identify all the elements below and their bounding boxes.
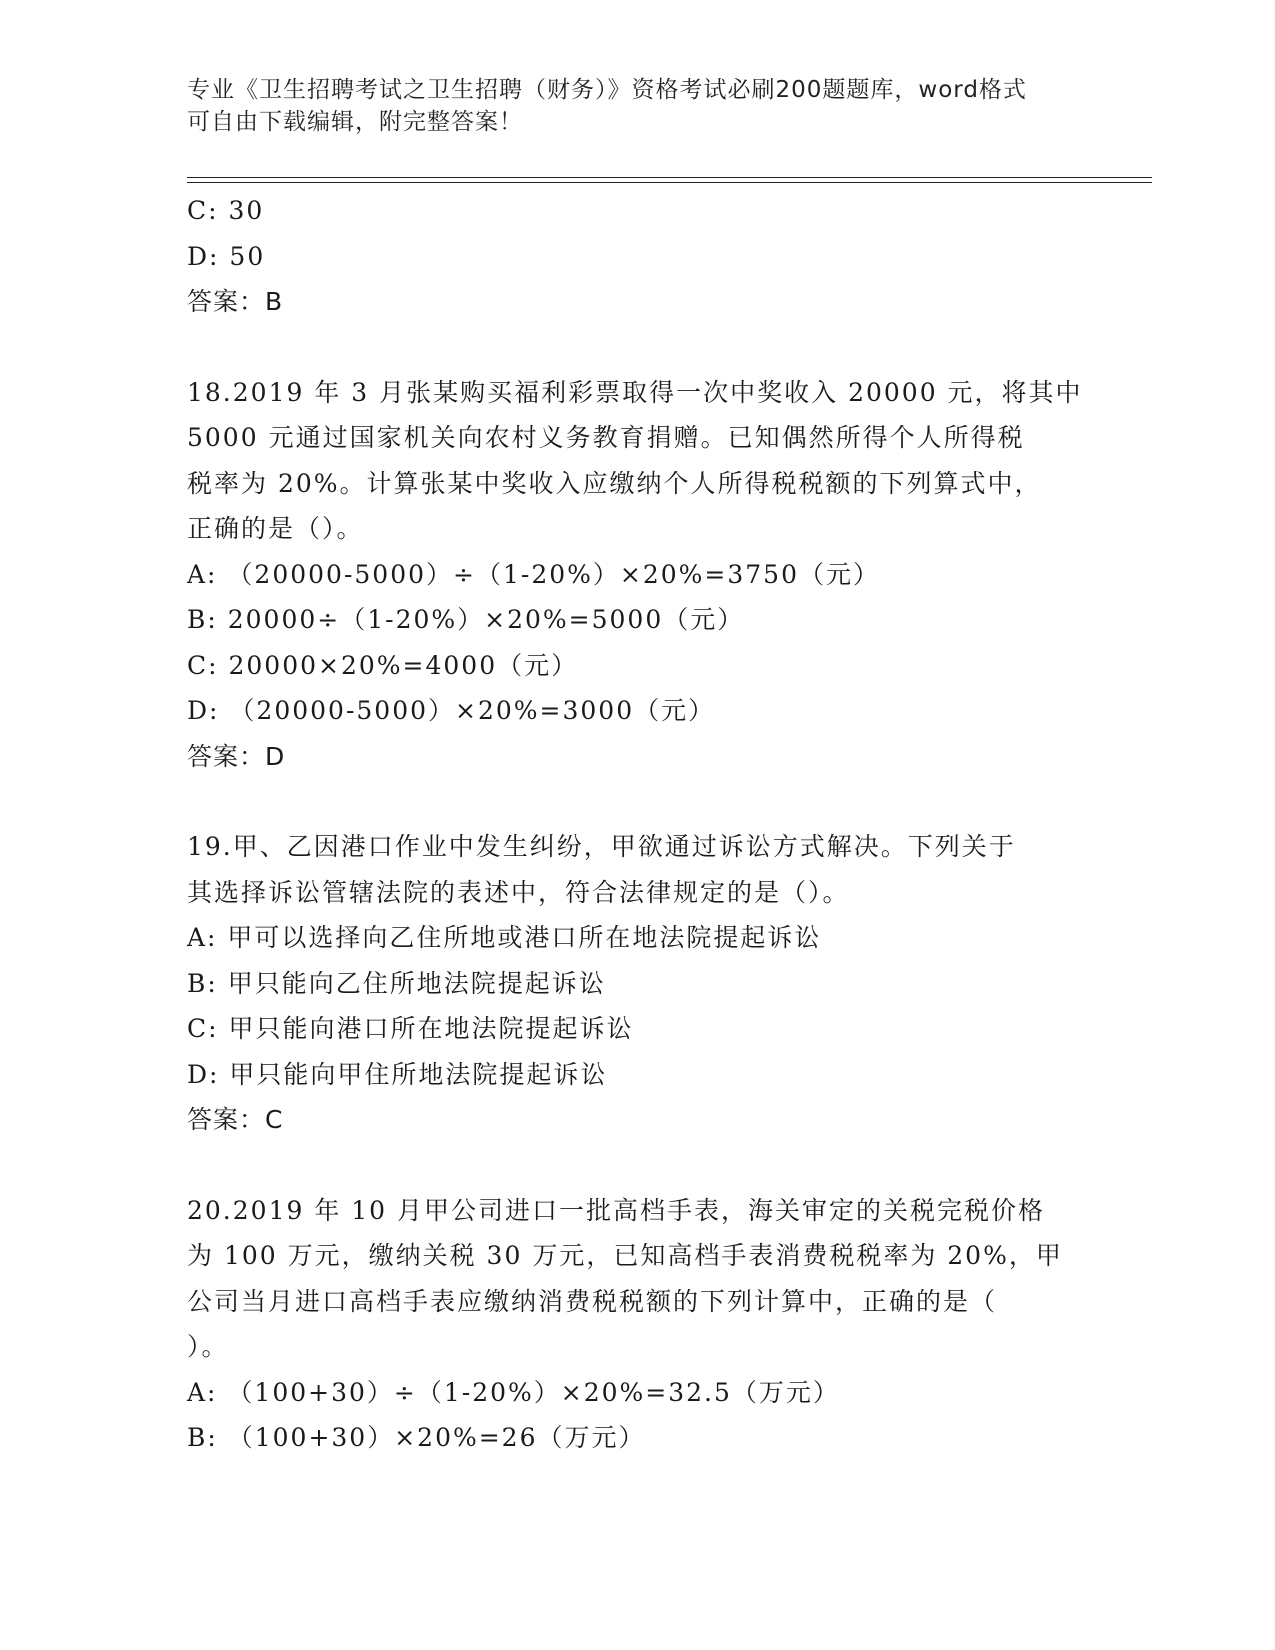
option-d: D: 甲只能向甲住所地法院提起诉讼 [187,1059,608,1089]
header-line-2: 可自由下载编辑，附完整答案！ [187,109,523,135]
question-line: 19.甲、乙因港口作业中发生纠纷，甲欲通过诉讼方式解决。下列关于 [187,832,1016,861]
prev-question [187,188,1087,325]
option-a: A: （100+30）÷（1-20%）×20%=32.5（万元） [187,1377,840,1407]
header-rule-bottom [187,182,1152,183]
option-b: B: 甲只能向乙住所地法院提起诉讼 [187,968,606,998]
question-line: 税率为 20%。计算张某中奖收入应缴纳个人所得税税额的下列算式中， [187,468,1042,498]
document-body [187,188,1087,1461]
spacer [187,325,1087,370]
header-rule-top [187,177,1152,178]
option-a: A: 甲可以选择向乙住所地或港口所在地法院提起诉讼 [187,923,822,952]
header-line-1: 专业《卫生招聘考试之卫生招聘（财务）》资格考试必刷200题题库，word格式 [187,77,1027,103]
question-line: 5000 元通过国家机关向农村义务教育捐赠。已知偶然所得个人所得税 [187,423,1025,452]
question-line: 正确的是（）。 [187,514,364,543]
question-text [187,1188,1087,1370]
question-text [187,824,1087,915]
option-c: C: 甲只能向港口所在地法院提起诉讼 [187,1014,634,1043]
option-b: B: 20000÷（1-20%）×20%=5000（元） [187,605,745,634]
answer: 答案：C [187,1105,284,1134]
option-c: C: 20000×20%=4000（元） [187,650,579,680]
question-18 [187,370,1087,780]
option-d: D: （20000-5000）×20%=3000（元） [187,696,716,725]
option-a: A: （20000-5000）÷（1-20%）×20%=3750（元） [187,559,880,589]
question-20 [187,1188,1087,1461]
question-line: ）。 [187,1332,229,1361]
question-line: 公司当月进口高档手表应缴纳消费税税额的下列计算中，正确的是（ [187,1286,998,1316]
question-line: 20.2019 年 10 月甲公司进口一批高档手表，海关审定的关税完税价格 [187,1195,1046,1225]
document-header [187,74,1067,138]
spacer [187,1143,1087,1188]
question-line: 为 100 万元，缴纳关税 30 万元，已知高档手表消费税税率为 20%，甲 [187,1241,1063,1270]
question-19 [187,824,1087,1143]
option-b: B: （100+30）×20%=26（万元） [187,1423,646,1452]
answer: 答案：B [187,287,284,316]
question-line: 18.2019 年 3 月张某购买福利彩票取得一次中奖收入 20000 元，将其中 [187,377,1083,407]
option-d: D: 50 [187,241,266,271]
option-c: C: 30 [187,196,265,225]
spacer [187,779,1087,824]
answer: 答案：D [187,741,286,771]
question-line: 其选择诉讼管辖法院的表述中，符合法律规定的是（）。 [187,877,850,907]
question-text [187,370,1087,552]
